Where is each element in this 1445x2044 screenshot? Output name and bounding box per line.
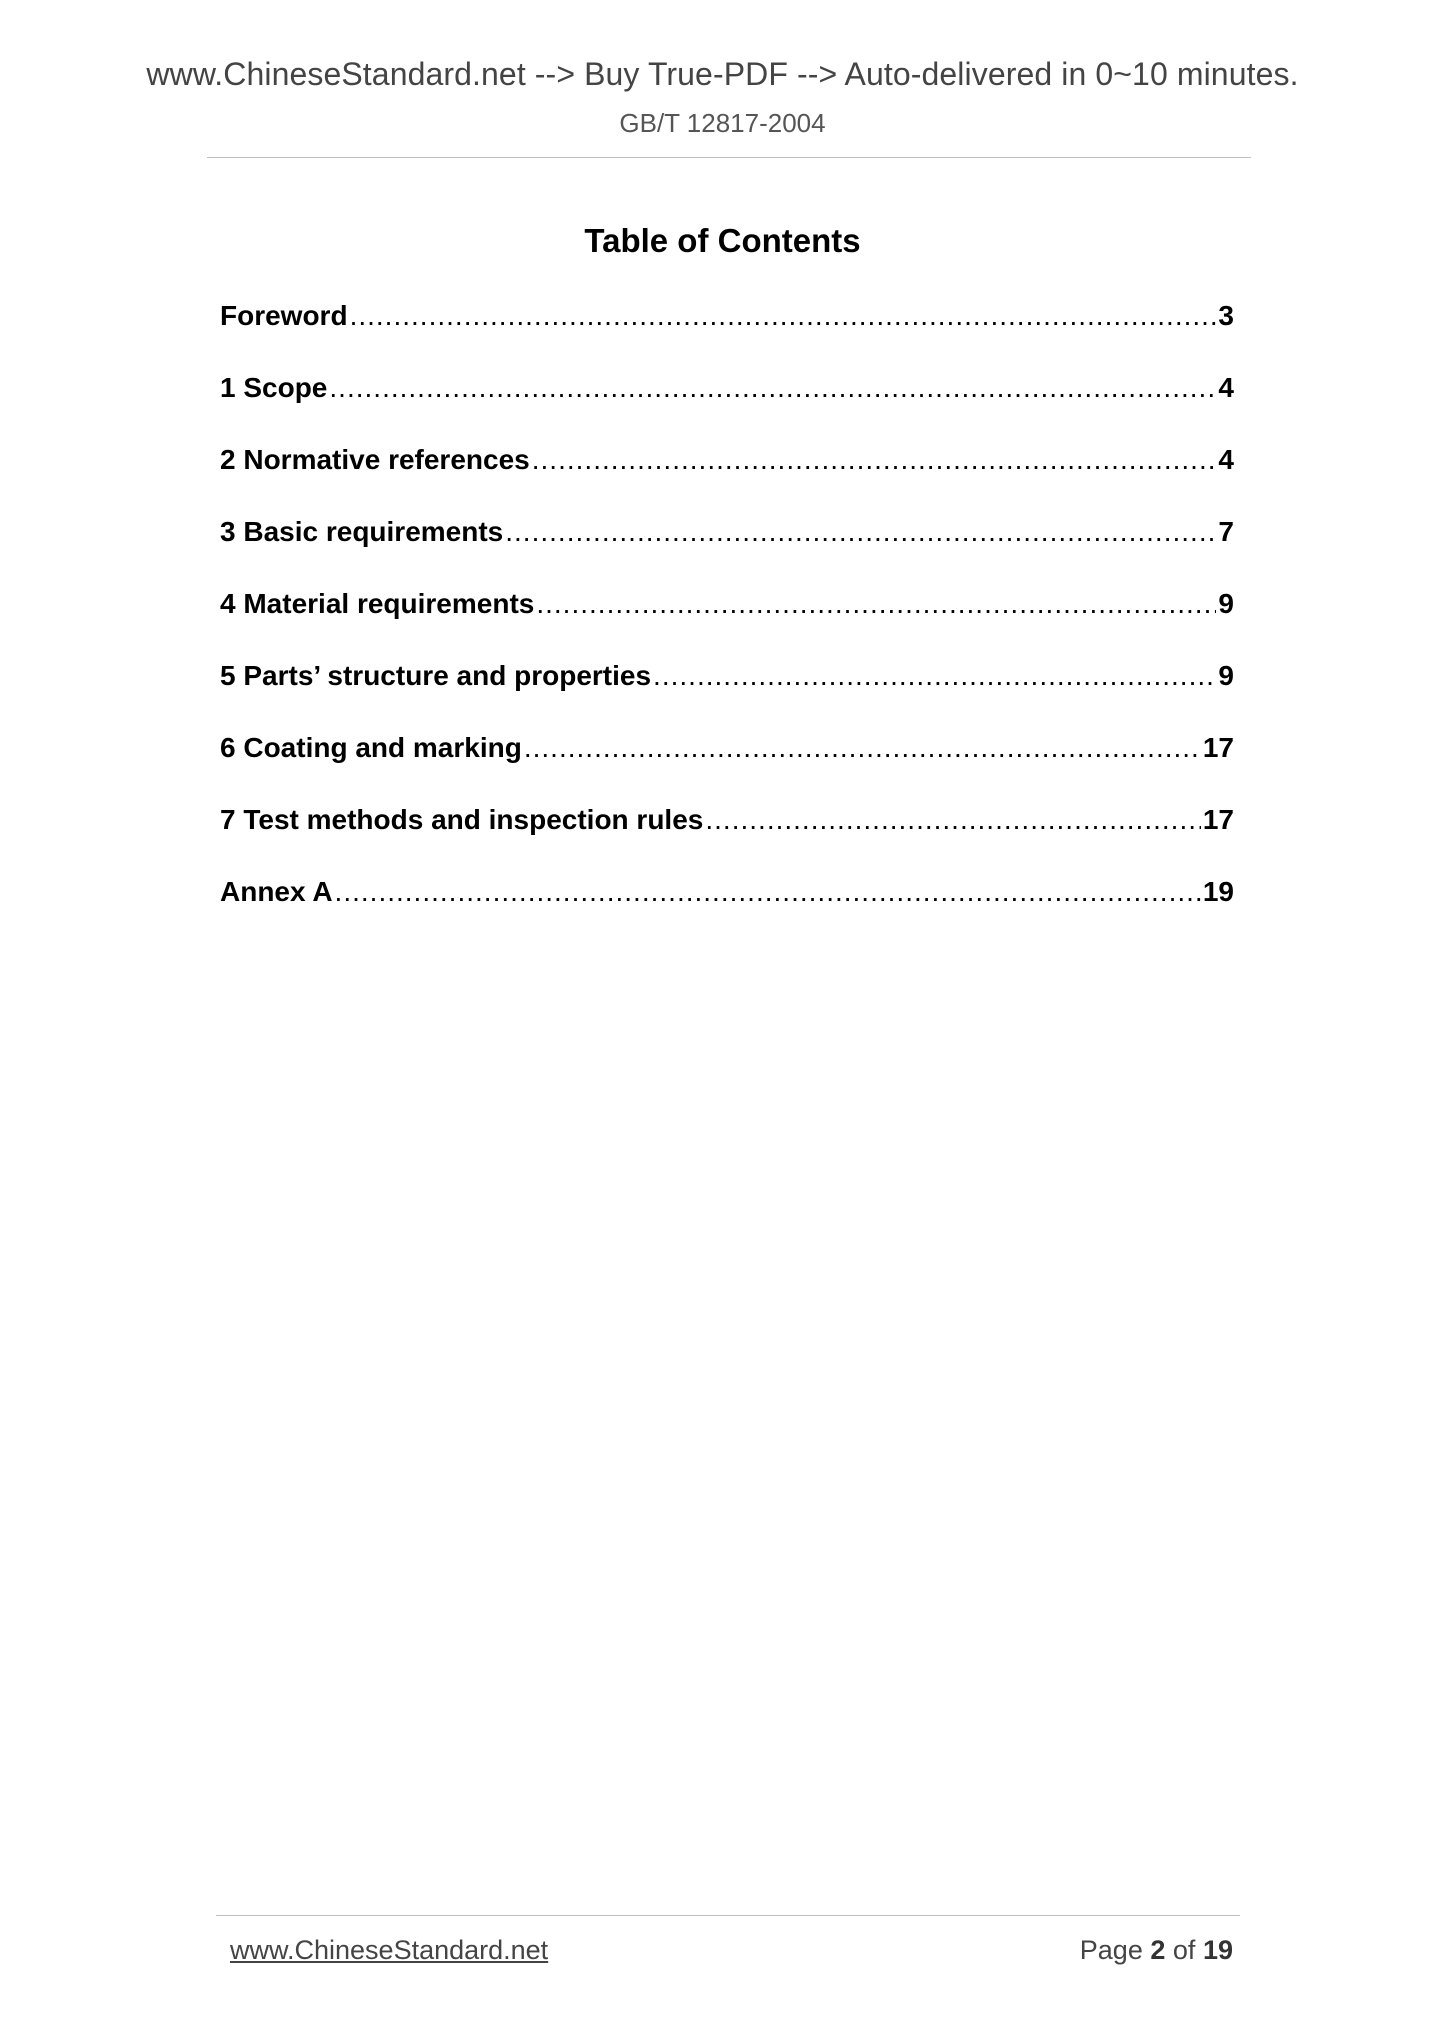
toc-leader-dots (335, 876, 1201, 908)
toc-leader-dots (536, 588, 1216, 620)
toc-entry-label: 6 Coating and marking (220, 732, 522, 763)
toc-list (220, 300, 1234, 948)
toc-entry-page: 9 (1218, 660, 1234, 691)
toc-entry-page: 19 (1202, 876, 1234, 907)
toc-entry-page: 4 (1218, 444, 1234, 475)
toc-entry-label: 3 Basic requirements (220, 516, 504, 547)
footer-site-link[interactable]: www.ChineseStandard.net (230, 1935, 549, 1965)
footer-divider (216, 1915, 1240, 1916)
toc-entry-scope[interactable] (220, 372, 1234, 444)
toc-leader-dots (532, 444, 1217, 476)
toc-entry-label: 7 Test methods and inspection rules (220, 804, 704, 835)
toc-entry-annex-a[interactable] (220, 876, 1234, 948)
toc-entry-page: 17 (1202, 732, 1234, 763)
toc-entry-page: 3 (1218, 300, 1234, 331)
toc-entry-page: 17 (1202, 804, 1234, 835)
toc-entry-label: 4 Material requirements (220, 588, 535, 619)
toc-entry-material-requirements[interactable] (220, 588, 1234, 660)
toc-leader-dots (505, 516, 1216, 548)
header-divider (207, 157, 1251, 158)
toc-leader-dots (653, 660, 1216, 692)
toc-entry-basic-requirements[interactable] (220, 516, 1234, 588)
toc-leader-dots (350, 300, 1217, 332)
toc-entry-page: 9 (1218, 588, 1234, 619)
toc-entry-label: Annex A (220, 876, 333, 907)
toc-entry-foreword[interactable] (220, 300, 1234, 372)
header-banner: www.ChineseStandard.net --> Buy True-PDF --> Auto-delivered in 0~10 minutes. (146, 56, 1299, 92)
toc-title: Table of Contents (584, 222, 861, 259)
document-id: GB/T 12817-2004 (619, 108, 826, 138)
toc-entry-test-methods[interactable] (220, 804, 1234, 876)
page-indicator (1080, 1935, 1233, 1966)
toc-entry-page: 4 (1218, 372, 1234, 403)
page-current: 2 (1150, 1935, 1166, 1965)
toc-entry-normative-references[interactable] (220, 444, 1234, 516)
toc-entry-page: 7 (1218, 516, 1234, 547)
toc-leader-dots (524, 732, 1201, 764)
toc-leader-dots (705, 804, 1200, 836)
toc-entry-label: 5 Parts’ structure and properties (220, 660, 652, 691)
toc-entry-label: 1 Scope (220, 372, 328, 403)
toc-entry-parts-structure[interactable] (220, 660, 1234, 732)
page-total: 19 (1202, 1935, 1233, 1965)
page-of: of (1172, 1935, 1196, 1965)
toc-entry-label: Foreword (220, 300, 348, 331)
toc-entry-coating-marking[interactable] (220, 732, 1234, 804)
toc-leader-dots (329, 372, 1216, 404)
page-prefix: Page (1079, 1935, 1143, 1965)
toc-entry-label: 2 Normative references (220, 444, 530, 475)
